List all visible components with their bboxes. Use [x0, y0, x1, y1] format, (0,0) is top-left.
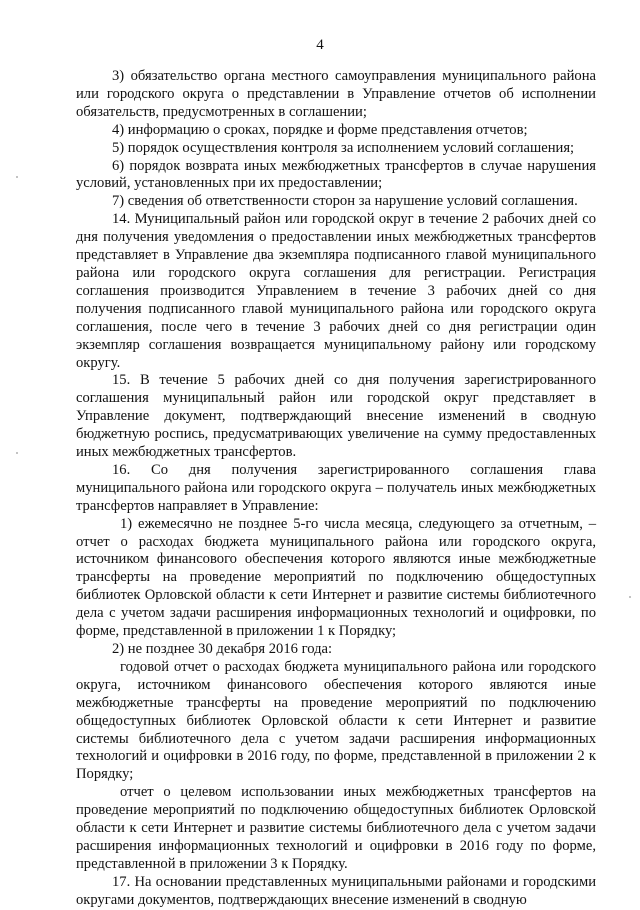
paragraph-16-sub-2: 2) не позднее 30 декабря 2016 года: [112, 641, 333, 657]
scan-speck [16, 176, 18, 178]
scan-speck [16, 452, 18, 454]
paragraph-14: 14. Муниципальный район или городской округ в течение 2 рабочих дней со дня получения уведомления о предоставлении иных межбюджетных трансфертов представляет в Управление два экземпляра подписанного главой муниципального района или городского округа соглашения для регистрации. Регистрация соглашения производится Управлением в течение 3 рабочих дней со дня получения подписанного главой муниципального района или городского округа соглашения, после чего в течение 3 рабочих дней со дня регистрации один экземпляр соглашения возвращается муниципальному району или городскому округу. [76, 211, 596, 371]
paragraph-item-7: 7) сведения об ответственности сторон за нарушение условий соглашения. [112, 193, 578, 210]
paragraph-target-use-report: отчет о целевом использовании иных межбюджетных трансфертов на проведение мероприятий по подключению общедоступных библиотек Орловской области к сети Интернет и развитие системы библиотечного дела с учетом задачи расширения информационных технологий и оцифровки в 2016 году по форме, представленной в приложении 3 к Порядку. [76, 784, 596, 872]
paragraph-annual-report: годовой отчет о расходах бюджета муниципального района или городского округа, источником финансового обеспечения которого являются иные межбюджетные трансферты на проведение мероприятий по подключению общедоступных библиотек Орловской области к сети Интернет и развитие системы библиотечного дела с учетом задачи расширения информационных технологий и оцифровки в 2016 году, по форме, представленной в приложении 2 к Порядку; [76, 658, 596, 783]
document-body [76, 68, 596, 910]
paragraph-17: 17. На основании представленных муниципальными районами и городскими округами документов, подтверждающих внесение изменений в сводную [76, 873, 596, 908]
paragraph-16: 16. Со дня получения зарегистрированного соглашения глава муниципального района или городского округа – получатель иных межбюджетных трансфертов направляет в Управление: [76, 461, 596, 514]
paragraph-item-3: 3) обязательство органа местного самоуправления муниципального района или городского округа о представлении в Управление отчетов об исполнении обязательств, предусмотренных в соглашении; [76, 68, 596, 120]
page-number: 4 [316, 37, 324, 53]
scan-speck [629, 596, 631, 598]
paragraph-16-sub-1: 1) ежемесячно не позднее 5-го числа месяца, следующего за отчетным, – отчет о расходах бюджета муниципального района или городского округа, источником финансового обеспечения которого являются иные межбюджетные трансферты на проведение мероприятий по подключению общедоступных библиотек Орловской области к сети Интернет и развитие системы библиотечного дела с учетом задачи расширения информационных технологий и оцифровки, по форме, представленной в приложении 1 к Порядку; [76, 515, 596, 640]
paragraph-item-4: 4) информацию о сроках, порядке и форме представления отчетов; [112, 121, 528, 138]
paragraph-15: 15. В течение 5 рабочих дней со дня получения зарегистрированного соглашения муниципальный район или городской округ представляет в Управление документ, подтверждающий внесение изменений в сводную бюджетную роспись, предусматривающих увеличение на сумму предоставленных иных межбюджетных трансфертов. [76, 372, 596, 461]
paragraph-item-5: 5) порядок осуществления контроля за исполнением условий соглашения; [112, 139, 575, 156]
paragraph-item-6: 6) порядок возврата иных межбюджетных трансфертов в случае нарушения условий, установленных при их предоставлении; [76, 157, 596, 192]
